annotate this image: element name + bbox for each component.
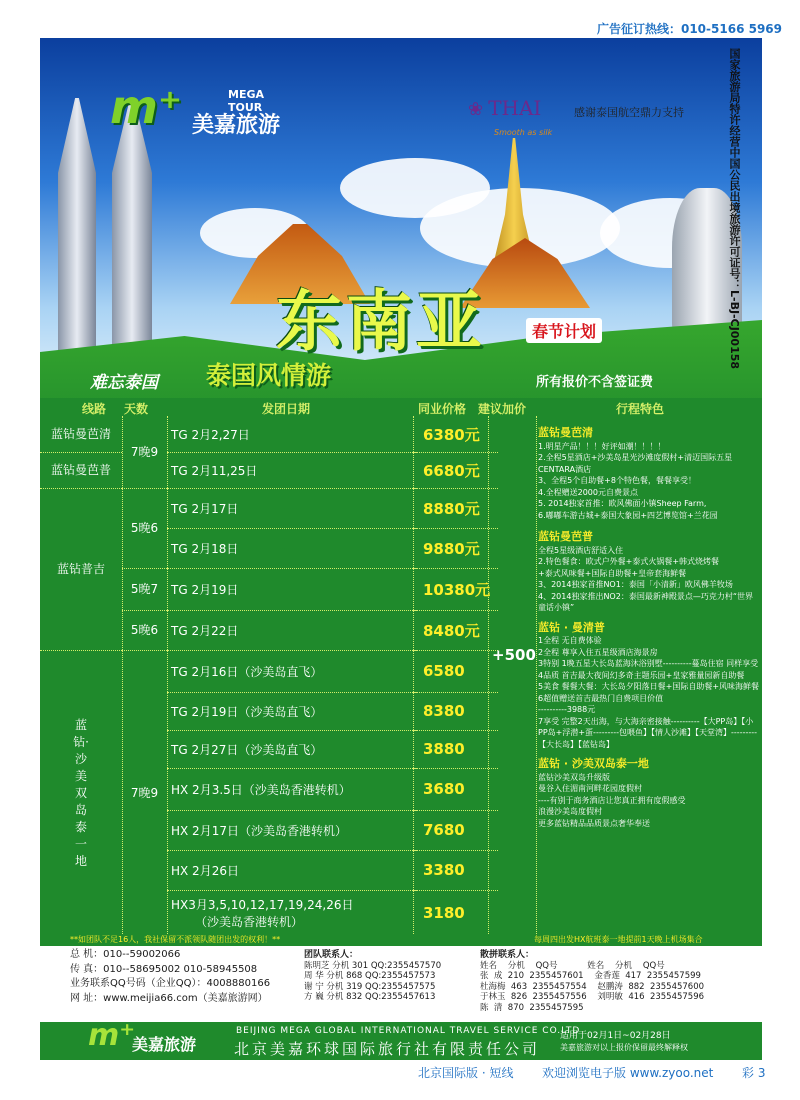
price-cell: 6680元 (413, 452, 498, 489)
date-cell: TG 2月16日（沙美岛直飞） (167, 650, 417, 693)
suggested-add-price: +500 (492, 646, 536, 664)
feature-line: 2全程 尊享入住五星级酒店海景房 (538, 647, 658, 657)
mega-tour-logo-small: m⁺ (88, 1018, 136, 1053)
route-cell: 蓝钻·沙美双岛泰一地 (73, 717, 89, 868)
feature-line: 4.全程赠送2000元自费景点 (538, 487, 638, 497)
footnote-right: 每周四出发HX航班泰一地提前1天晚上机场集合 (534, 935, 703, 944)
feature-line: 3特别 1晚五星大长岛蓝海沐浴别墅----------蔓岛住宿 同样享受 (538, 659, 759, 668)
date-cell: TG 2月18日 (167, 528, 417, 569)
price-cell: 10380元 (413, 568, 498, 611)
price-cell: 3380 (413, 850, 498, 891)
feature-line: 3、全程5个自助餐+8个特色餐，餐餐享受！ (538, 476, 696, 485)
route-cell: 蓝钻普吉 (40, 488, 122, 651)
date-cell: HX 2月17日（沙美岛香港转机） (167, 810, 417, 851)
feature-line: 4品质 首吉最大夜间幻多奇主题乐园+皇家雅量园新自助餐 (538, 670, 745, 680)
price-cell: 3680 (413, 768, 498, 811)
price-cell: 6380元 (413, 416, 498, 453)
date-cell: TG 2月19日（沙美岛直飞） (167, 692, 417, 731)
feature-line: 4、2014独家推出NO2：泰国最新神殿景点—巧克力村“世界童话小镇” (538, 591, 753, 612)
footer-edition: 北京国际版 · 短线 (418, 1066, 514, 1080)
mega-tour-logo: m⁺ MEGA TOUR 美嘉旅游 (110, 80, 281, 138)
company-name-en: BEIJING MEGA GLOBAL INTERNATIONAL TRAVEL SERVICE CO.LTD (236, 1026, 581, 1036)
date-cell: TG 2月11,25日 (167, 452, 417, 489)
header-feature: 行程特色 (616, 402, 665, 416)
contact-main: 总 机：010--59002066 传 真：010--58695002 010-58945508 业务联系QQ号码（企业QQ）：4008880166 网 址：www.meijia66.com（美嘉旅游网） (70, 949, 271, 1004)
header-add: 建议加价 (478, 402, 527, 416)
days-cell: 5晚6 (122, 488, 167, 569)
days-cell: 5晚6 (122, 610, 167, 651)
feature-line: 2.特色餐食：欧式户外餐+泰式火锅餐+韩式烧烤餐 (538, 557, 720, 566)
company-bar: m⁺ 美嘉旅游 BEIJING MEGA GLOBAL INTERNATIONAL TRAVEL SERVICE CO.LTD 北京美嘉环球国际旅行社有限责任公司 适用于02月1日~02月28日 美嘉旅游对以上报价保留最终解释权 (40, 1022, 762, 1060)
license-text: 国家旅游局特许经营中国公民出境旅游许可证号：L-BJ-CJ00158 (728, 48, 741, 370)
date-cell: TG 2月17日 (167, 488, 417, 529)
rights-note: 美嘉旅游对以上报价保留最终解释权 (560, 1043, 688, 1052)
footer-link[interactable]: 欢迎浏览电子版 www.zyoo.net (542, 1066, 714, 1080)
price-cell: 8380 (413, 692, 498, 731)
feature-line: 曼谷入住湄南河畔花园度假村 (538, 784, 642, 793)
company-name-cn: 北京美嘉环球国际旅行社有限责任公司 (234, 1040, 541, 1058)
feature-title: 蓝钻曼芭清 (538, 426, 593, 439)
itinerary-features (538, 422, 760, 829)
feature-line: 6超值赠送首吉最热门自费项目价值 (538, 693, 664, 703)
thai-airways-logo: ❀ THAI Smooth as silk 感谢泰国航空鼎力支持 (468, 96, 684, 137)
route-cell: 蓝钻曼芭普 (40, 452, 122, 489)
valid-dates: 适用于02月1日~02月28日 (560, 1031, 671, 1041)
main-title: 东南亚 (276, 283, 486, 360)
days-cell: 7晚9 (130, 785, 159, 800)
feature-line: 5美食 餐餐大餐：大长岛夕阳落日餐+国际自助餐+风味海鲜餐 (538, 682, 760, 691)
feature-line: ----------3988元 (538, 705, 596, 714)
contact-panel (40, 946, 762, 1022)
price-cell: 8880元 (413, 488, 498, 529)
date-cell: HX 2月3.5日（沙美岛香港转机） (167, 768, 417, 811)
feature-line: 1.明星产品！！！好评如潮！！！！ (538, 441, 666, 451)
footnote-left: **如团队不足16人，我社保留不派领队随团出发的权利！** (70, 935, 281, 944)
feature-line: 6.嘟嘟车游古城+泰国大象园+四艺博览馆+兰花园 (538, 510, 718, 520)
feature-title: 蓝钻曼芭普 (538, 530, 593, 543)
advert-page (40, 38, 762, 1060)
header-days: 天数 (124, 402, 149, 416)
subtitle-main: 泰国风情游 (206, 361, 332, 390)
feature-line: 全程5星级酒店舒适入住 (538, 545, 624, 555)
spring-festival-tag: 春节计划 (526, 318, 602, 343)
header-route: 线路 (82, 402, 107, 416)
feature-line: +泰式风味餐+国际自助餐+皇帝套海鲜餐 (538, 568, 687, 578)
date-cell: HX 2月26日 (167, 850, 417, 891)
feature-title: 蓝钻 · 曼清普 (538, 620, 605, 634)
feature-line: ----有别于商务酒店让您真正拥有度假感受 (538, 795, 686, 805)
top-strip (0, 0, 800, 38)
feature-line: 更多蓝钻精品品质景点奢华奉送 (538, 818, 650, 828)
page-number: 彩 3 (742, 1066, 766, 1080)
no-visa-notice: 所有报价不含签证费 (536, 375, 654, 390)
feature-line: 1全程 无自费体验 (538, 636, 602, 645)
feature-line: 7享受 完整2天出海，与大海亲密接触----------【大PP岛】【小PP岛+浮潜+蛋---------包喂鱼】【情人沙滩】【天堂湾】---------【大长岛】【蓝钻岛】 (538, 716, 758, 749)
date-cell: TG 2月22日 (167, 610, 417, 651)
feature-line: 蓝钻沙美双岛升级版 (538, 772, 610, 782)
feature-line: 浪漫沙美岛度假村 (538, 807, 602, 816)
price-cell: 3180 (423, 904, 465, 922)
price-cell: 8480元 (413, 610, 498, 651)
feature-line: 5. 2014独家首推：欧风佛面小镇Sheep Farm, (538, 499, 707, 508)
date-cell: TG 2月27日（沙美岛直飞） (167, 730, 417, 769)
airline-thanks: 感谢泰国航空鼎力支持 (574, 106, 684, 119)
days-cell: 7晚9 (122, 416, 167, 489)
days-cell: 5晚7 (122, 568, 167, 611)
price-cell: 3880 (413, 730, 498, 769)
orchid-icon: ❀ (468, 99, 484, 120)
sanpin-contacts: 散拼联系人： 姓名 分机 QQ号 姓名 分机 QQ号 张 成 210 2355457601 金香莲 417 2355457599 杜海梅 463 2355457554 赵鹏涛 882 2355457600 于林玉 826 2355457556 刘明敏 416 2355457596 陈 清 870 2355457595 (480, 950, 705, 1013)
ad-hotline: 广告征订热线：010-5166 5969 (596, 22, 782, 36)
team-contacts: 团队联系人： 陈明芝 分机 301 QQ:2355457570 周 华 分机 868 QQ:2355457573 谢 宁 分机 319 QQ:2355457575 方 巍 分机 832 QQ:2355457613 (304, 950, 442, 1002)
header-price: 同业价格 (418, 402, 467, 416)
date-cell: HX3月3,5,10,12,17,19,24,26日 （沙美岛香港转机） (171, 898, 354, 929)
route-cell: 蓝钻曼芭清 (40, 416, 122, 453)
date-cell: TG 2月19日 (167, 568, 417, 611)
feature-line: 3、2014独家首推NO1：泰国「小清新」欧风佛羊牧场 (538, 580, 733, 589)
date-cell: TG 2月2,27日 (167, 416, 417, 453)
price-cell: 7680 (413, 810, 498, 851)
price-cell: 9880元 (413, 528, 498, 569)
header-date: 发团日期 (262, 402, 311, 416)
feature-title: 蓝钻 · 沙美双岛泰一地 (538, 757, 649, 770)
feature-line: 2.全程5星酒店+沙美岛星光沙滩度假村+清迈国际五星CENTARA酒店 (538, 453, 733, 474)
subtitle-left: 难忘泰国 (90, 373, 158, 393)
price-cell: 6580 (413, 650, 498, 693)
